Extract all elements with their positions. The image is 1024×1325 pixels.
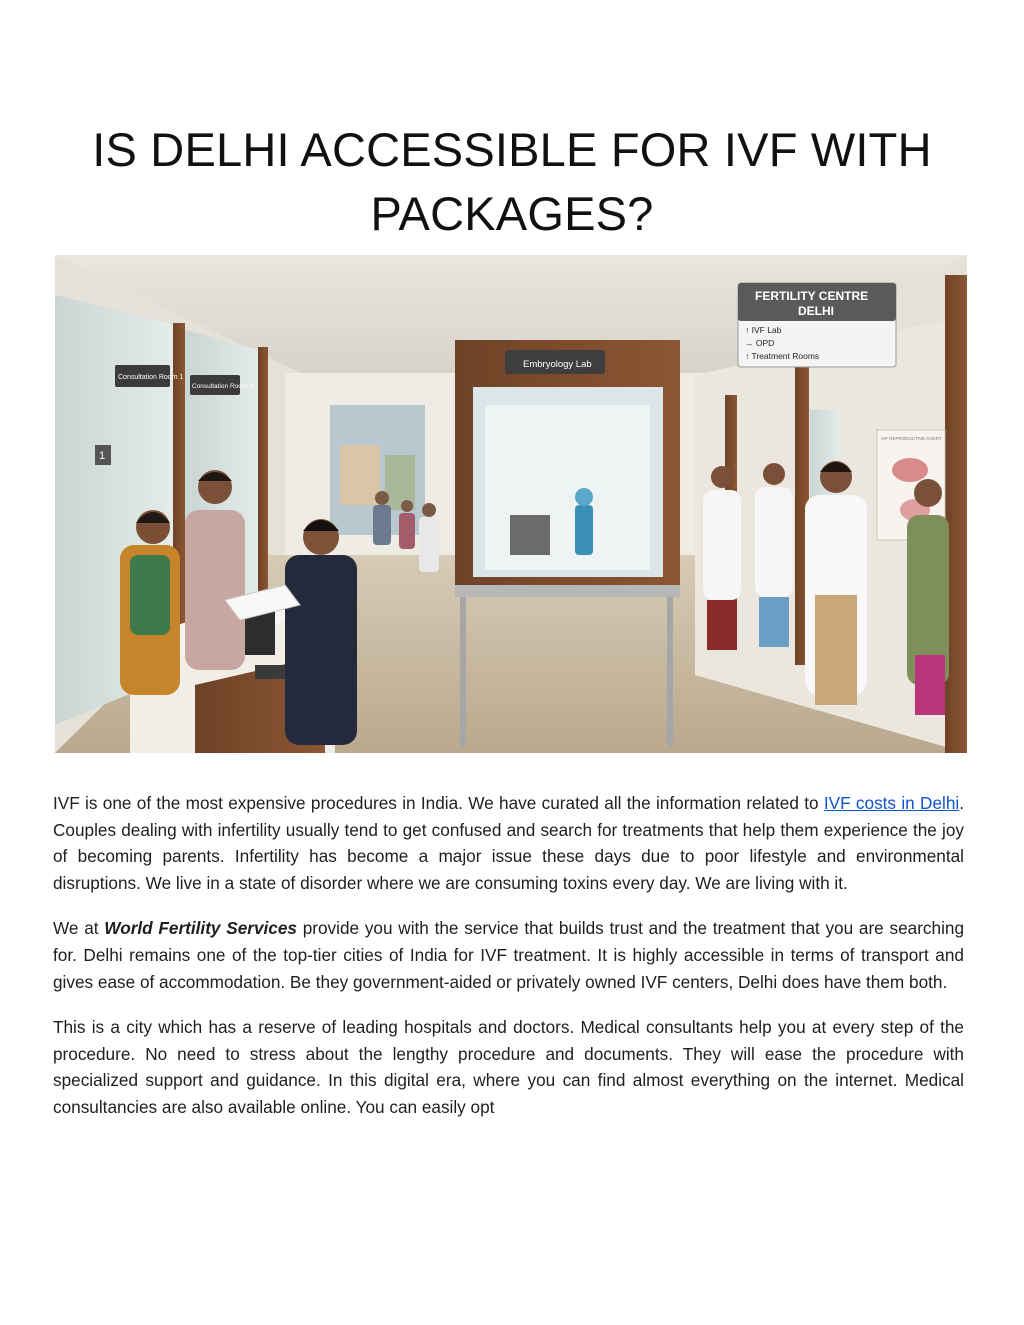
brand-name: World Fertility Services xyxy=(104,918,297,939)
title-line-2: PACKAGES? xyxy=(370,187,654,240)
paragraph-3: This is a city which has a reserve of leading hospitals and doctors. Medical consultants help you at every step of the procedure. No need to stress about the lengthy procedure and documents. They will ease the procedure with specialized support and guidance. In this digital era, where you can find almost everything on the internet. Medical consultancies are also available online. You can easily opt xyxy=(53,1016,964,1118)
sign-item-treatment-rooms: Treatment Rooms xyxy=(751,351,820,361)
paragraph-2-rest: provide you with the service that builds trust and the treatment that you are searching for. Delhi remains one of the top-tier cities of India for IVF treatment. It is highly accessible in terms of transport and gives ease of accommodation. Be they government-aided or privately owned IVF centers, Delhi does have them both. xyxy=(53,918,965,992)
door-number-text: 1 xyxy=(99,450,106,462)
paragraph-2 xyxy=(53,915,964,995)
sign-title-2: DELHI xyxy=(798,304,834,318)
sign-title-1: FERTILITY CENTRE xyxy=(755,289,869,303)
article-body xyxy=(53,790,964,1139)
page-title xyxy=(40,118,984,246)
paragraph-1-rest: . Couples dealing with infertility usually tend to get confused and search for treatments that help them experience the joy of becoming parents. Infertility has become a major issue these days due to poor lifestyle and environmental disruptions. We live in a state of disorder where we are consuming toxins every day. We are living with it. xyxy=(53,793,964,894)
paragraph-1 xyxy=(53,790,964,897)
sign-item-opd: OPD xyxy=(755,338,775,348)
room-sign-1-text: Consultation Room 1 xyxy=(118,374,184,381)
svg-text:↑ Treatment Rooms: ↑ Treatment Rooms xyxy=(745,351,820,361)
paragraph-1-intro: IVF is one of the most expensive procedures in India. We have curated all the information related to xyxy=(53,793,824,813)
chart-label-text: IVF REPRODUCTIVE CHART xyxy=(881,436,942,441)
sign-item-ivf-lab: IVF Lab xyxy=(751,325,782,335)
svg-text:↑ IVF Lab: ↑ IVF Lab xyxy=(745,325,782,335)
paragraph-2-intro: We at xyxy=(53,918,105,939)
svg-text:→ OPD: → OPD xyxy=(745,338,775,348)
clinic-photo xyxy=(55,255,967,753)
title-line-1: IS DELHI ACCESSIBLE FOR IVF WITH xyxy=(92,123,932,176)
ivf-costs-delhi-link[interactable]: IVF costs in Delhi xyxy=(823,793,960,813)
lab-sign-text: Embryology Lab xyxy=(523,359,592,370)
room-sign-2-text: Consultation Room 2 xyxy=(192,383,253,390)
